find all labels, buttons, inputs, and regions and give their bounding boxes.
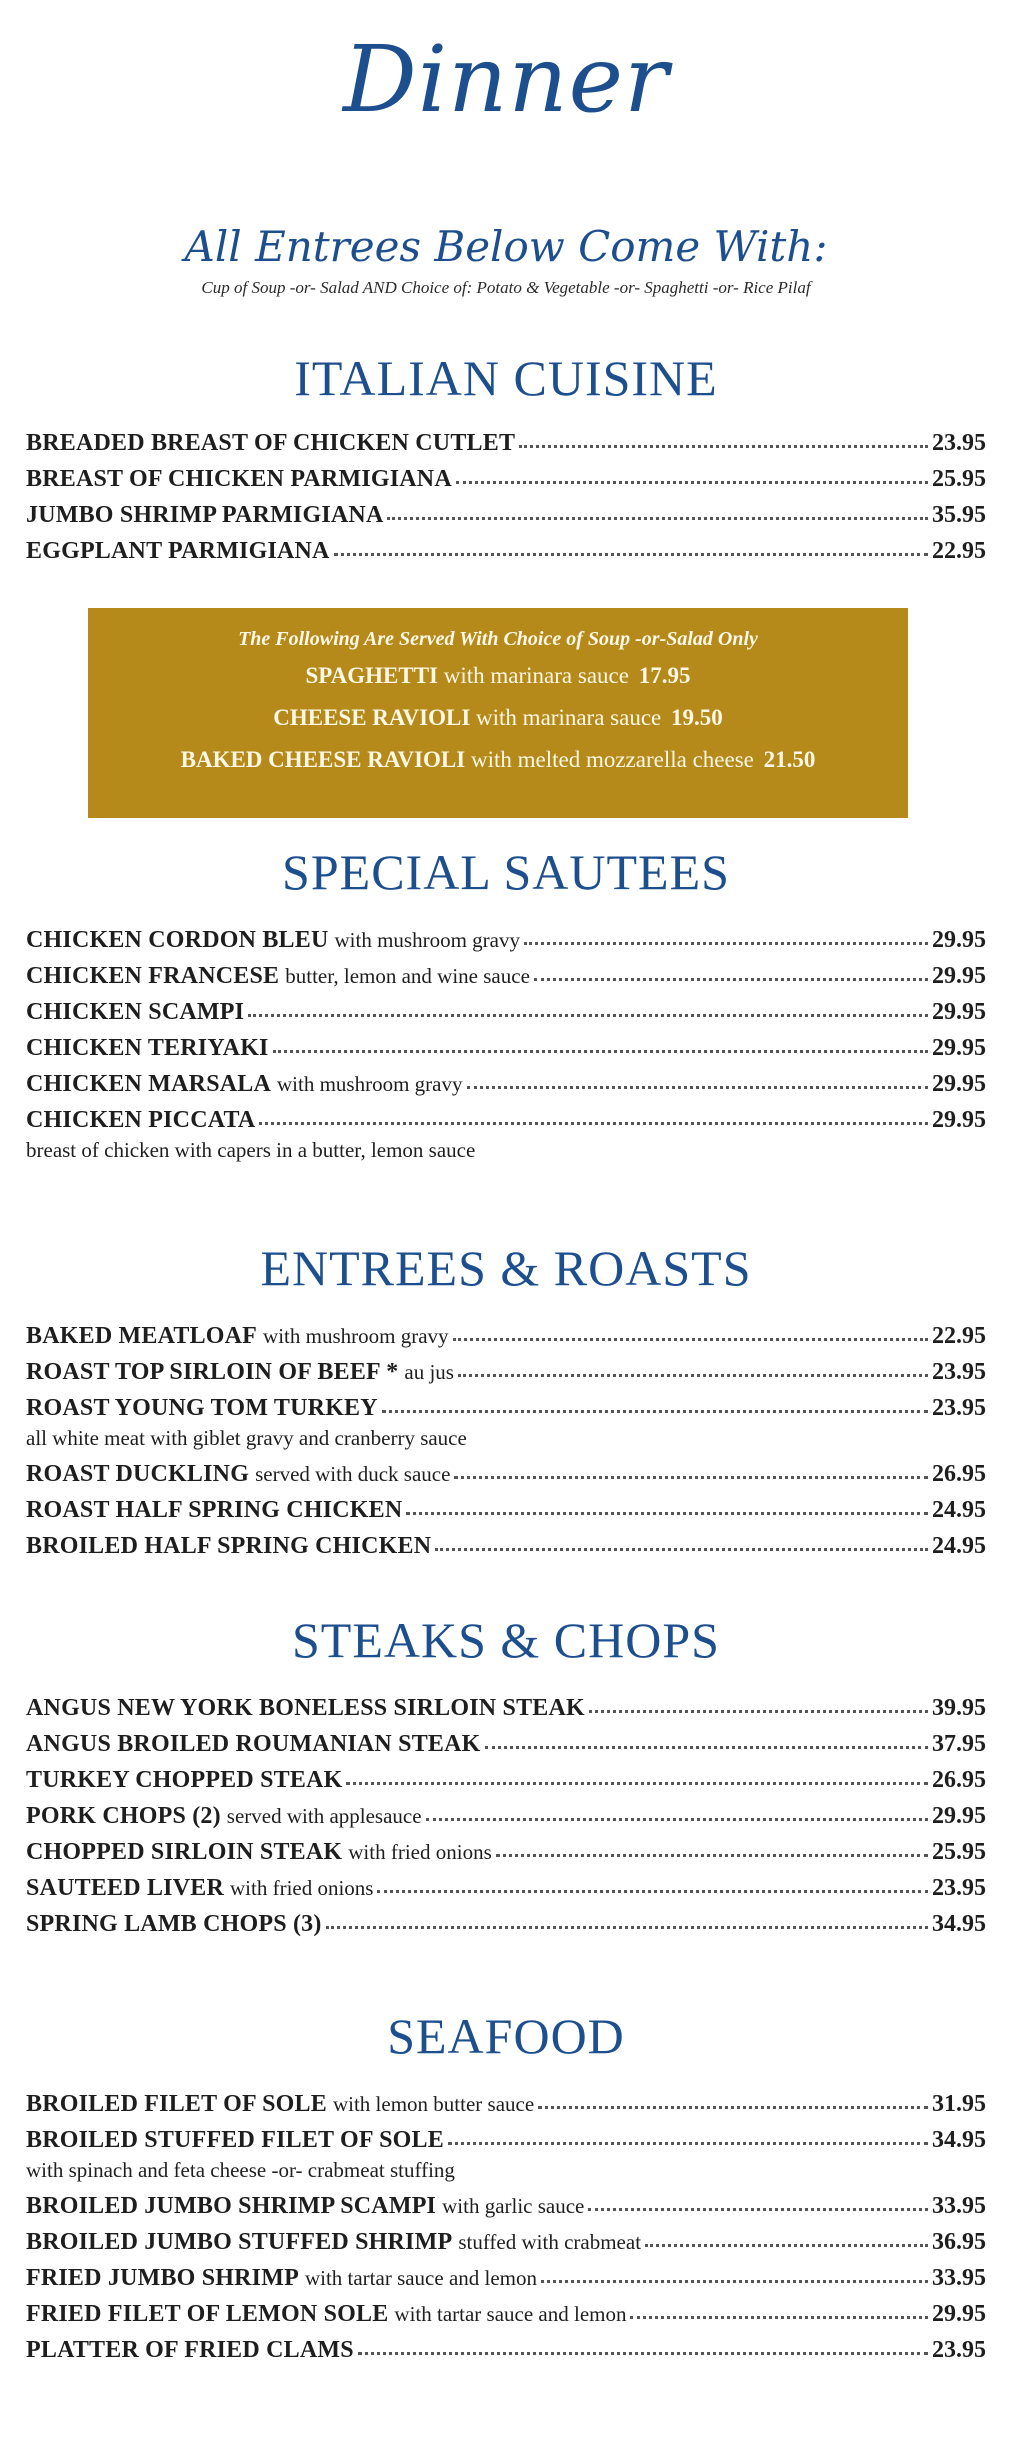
menu-item: [26, 1870, 986, 1906]
dot-leader: [456, 475, 928, 484]
dot-leader: [534, 972, 928, 981]
dot-leader: [538, 2100, 928, 2109]
menu-item-price: 25.95: [932, 1839, 986, 1865]
menu-item-name: JUMBO SHRIMP PARMIGIANA: [26, 502, 384, 528]
page-title: Dinner: [342, 26, 670, 133]
menu-item-price: 29.95: [932, 1035, 986, 1061]
menu-item: [26, 2188, 986, 2224]
soup-salad-item: [88, 697, 908, 739]
section-heading-roasts: ENTREES & ROASTS: [260, 1240, 752, 1296]
menu-item-description: stuffed with crabmeat: [458, 2230, 642, 2254]
menu-item-name: BAKED MEATLOAF: [26, 1323, 258, 1349]
menu-item: [26, 1066, 986, 1102]
menu-item-price: 33.95: [932, 2265, 986, 2291]
menu-item-name: BREADED BREAST OF CHICKEN CUTLET: [26, 430, 516, 456]
menu-item: [26, 2332, 986, 2368]
menu-item-subdescription: with spinach and feta cheese -or- crabmeat stuffing: [26, 2158, 455, 2182]
menu-item-price: 22.95: [932, 1323, 986, 1349]
menu-item-name: ROAST DUCKLING: [26, 1461, 250, 1487]
menu-item-name: BROILED FILET OF SOLE: [26, 2091, 327, 2117]
entrees-subtitle: All Entrees Below Come With:: [184, 222, 828, 271]
dot-leader: [346, 1776, 928, 1785]
menu-item-description: with fried onions: [230, 1876, 374, 1900]
menu-item: [26, 2260, 986, 2296]
section-heading-seafood: SEAFOOD: [387, 2008, 625, 2064]
menu-item-price: 23.95: [932, 1875, 986, 1901]
menu-item: [26, 2086, 986, 2122]
menu-item-name: ROAST TOP SIRLOIN OF BEEF *: [26, 1359, 399, 1385]
menu-item-name: PORK CHOPS (2): [26, 1803, 221, 1829]
menu-item-price: 29.95: [932, 1071, 986, 1097]
menu-item-price: 26.95: [932, 1767, 986, 1793]
dot-leader: [589, 1704, 928, 1713]
menu-item: [26, 1390, 986, 1426]
dot-leader: [453, 1332, 928, 1341]
dot-leader: [448, 2136, 928, 2145]
menu-item: [26, 1528, 986, 1564]
soup-salad-list: [88, 655, 908, 781]
italian-list: [26, 425, 986, 569]
dot-leader: [435, 1542, 928, 1551]
menu-item-name: TURKEY CHOPPED STEAK: [26, 1767, 343, 1793]
menu-item: [26, 1456, 986, 1492]
dot-leader: [485, 1740, 928, 1749]
dot-leader: [248, 1008, 928, 1017]
menu-item-price: 36.95: [932, 2229, 986, 2255]
menu-item-price: 25.95: [932, 466, 986, 492]
menu-item-name: CHICKEN CORDON BLEU: [26, 927, 329, 953]
section-heading-steaks: STEAKS & CHOPS: [292, 1612, 720, 1668]
menu-item: [26, 1318, 986, 1354]
menu-item-price: 31.95: [932, 2091, 986, 2117]
dot-leader: [387, 511, 928, 520]
menu-item-price: 33.95: [932, 2193, 986, 2219]
menu-item-price: 26.95: [932, 1461, 986, 1487]
menu-item-name: SPRING LAMB CHOPS (3): [26, 1911, 322, 1937]
menu-item: [26, 2224, 986, 2260]
menu-item: [26, 1354, 986, 1390]
dot-leader: [426, 1812, 928, 1821]
menu-item-price: 37.95: [932, 1731, 986, 1757]
soup-salad-item-price: 17.95: [638, 663, 691, 688]
menu-item-description: with lemon butter sauce: [332, 2092, 535, 2116]
menu-item-price: 29.95: [932, 927, 986, 953]
menu-item: [26, 2122, 986, 2158]
soup-salad-item-price: 21.50: [763, 747, 816, 772]
menu-item: [26, 1030, 986, 1066]
dot-leader: [377, 1884, 928, 1893]
entrees-note: Cup of Soup -or- Salad AND Choice of: Potato & Vegetable -or- Spaghetti -or- Rice Pilaf: [201, 278, 811, 297]
seafood-list: [26, 2086, 986, 2368]
menu-item-description: with tartar sauce and lemon: [394, 2302, 627, 2326]
menu-item-price: 34.95: [932, 1911, 986, 1937]
soup-salad-item-desc: with marinara sauce: [443, 663, 629, 688]
menu-item-name: BROILED STUFFED FILET OF SOLE: [26, 2127, 444, 2153]
soup-salad-item-desc: with melted mozzarella cheese: [470, 747, 754, 772]
menu-item-description: with mushroom gravy: [277, 1072, 463, 1096]
menu-item-price: 22.95: [932, 538, 986, 564]
menu-item-description: served with duck sauce: [255, 1462, 451, 1486]
soup-salad-item-price: 19.50: [671, 705, 723, 730]
dot-leader: [496, 1848, 928, 1857]
menu-item: [26, 461, 986, 497]
menu-item-description: au jus: [404, 1360, 454, 1384]
menu-item: [26, 1102, 986, 1138]
sautees-list: [26, 922, 986, 1168]
roasts-list: [26, 1318, 986, 1564]
steaks-list: [26, 1690, 986, 1942]
menu-item-subdescription: breast of chicken with capers in a butter, lemon sauce: [26, 1138, 476, 1162]
soup-salad-item-desc: with marinara sauce: [476, 705, 662, 730]
menu-item-price: 24.95: [932, 1497, 986, 1523]
dot-leader: [630, 2310, 928, 2319]
dot-leader: [467, 1080, 929, 1089]
menu-item-name: CHICKEN SCAMPI: [26, 999, 245, 1025]
menu-item-price: 34.95: [932, 2127, 986, 2153]
menu-item-description: with fried onions: [348, 1840, 492, 1864]
menu-item-price: 39.95: [932, 1695, 986, 1721]
menu-item-price: 23.95: [932, 430, 986, 456]
dot-leader: [458, 1368, 928, 1377]
menu-item: [26, 1726, 986, 1762]
menu-item: [26, 1762, 986, 1798]
menu-item: [26, 497, 986, 533]
menu-item-name: BROILED JUMBO SHRIMP SCAMPI: [26, 2193, 437, 2219]
dot-leader: [273, 1044, 928, 1053]
menu-item: [26, 2296, 986, 2332]
dot-leader: [588, 2202, 928, 2211]
menu-item-subdescription: all white meat with giblet gravy and cranberry sauce: [26, 1426, 467, 1450]
menu-item-name: BROILED JUMBO STUFFED SHRIMP: [26, 2229, 453, 2255]
menu-item: [26, 1906, 986, 1942]
menu-item: [26, 1798, 986, 1834]
menu-item-price: 29.95: [932, 2301, 986, 2327]
menu-item-price: 23.95: [932, 1359, 986, 1385]
soup-salad-item-name: CHEESE RAVIOLI: [273, 705, 471, 730]
soup-salad-item-name: BAKED CHEESE RAVIOLI: [180, 747, 466, 772]
menu-item-price: 23.95: [932, 2337, 986, 2363]
soup-salad-box: [88, 608, 908, 818]
soup-salad-heading: The Following Are Served With Choice of Soup -or-Salad Only: [238, 628, 758, 650]
menu-item: [26, 922, 986, 958]
menu-item-name: PLATTER OF FRIED CLAMS: [26, 2337, 354, 2363]
dot-leader: [326, 1920, 928, 1929]
menu-item: [26, 958, 986, 994]
menu-item-price: 29.95: [932, 1803, 986, 1829]
soup-salad-item: [88, 655, 908, 697]
menu-item-name: SAUTEED LIVER: [26, 1875, 224, 1901]
menu-item: [26, 533, 986, 569]
menu-item-name: CHICKEN TERIYAKI: [26, 1035, 269, 1061]
menu-item-name: ANGUS BROILED ROUMANIAN STEAK: [26, 1731, 481, 1757]
menu-item: [26, 1834, 986, 1870]
section-heading-italian: ITALIAN CUISINE: [294, 350, 718, 406]
menu-item: [26, 1492, 986, 1528]
dot-leader: [645, 2238, 928, 2247]
menu-item-description: served with applesauce: [226, 1804, 422, 1828]
menu-item-name: BROILED HALF SPRING CHICKEN: [26, 1533, 432, 1559]
dot-leader: [524, 936, 928, 945]
menu-item-price: 29.95: [932, 1107, 986, 1133]
menu-item-description: butter, lemon and wine sauce: [285, 964, 530, 988]
menu-item-price: 23.95: [932, 1395, 986, 1421]
menu-item-name: CHICKEN MARSALA: [26, 1071, 272, 1097]
menu-item-price: 24.95: [932, 1533, 986, 1559]
menu-item-name: CHICKEN PICCATA: [26, 1107, 256, 1133]
menu-item: [26, 1690, 986, 1726]
menu-item-name: CHICKEN FRANCESE: [26, 963, 280, 989]
menu-item-name: ANGUS NEW YORK BONELESS SIRLOIN STEAK: [26, 1695, 585, 1721]
menu-item-name: ROAST HALF SPRING CHICKEN: [26, 1497, 403, 1523]
menu-item-price: 29.95: [932, 963, 986, 989]
dot-leader: [358, 2346, 928, 2355]
menu-item-price: 29.95: [932, 999, 986, 1025]
menu-item-description: with garlic sauce: [442, 2194, 585, 2218]
menu-item-description: with tartar sauce and lemon: [304, 2266, 538, 2290]
dot-leader: [406, 1506, 928, 1515]
menu-item-name: ROAST YOUNG TOM TURKEY: [26, 1395, 378, 1421]
menu-item-name: FRIED FILET OF LEMON SOLE: [26, 2301, 389, 2327]
menu-item-price: 35.95: [932, 502, 986, 528]
soup-salad-item: [88, 739, 908, 781]
menu-item: [26, 425, 986, 461]
menu-item-description: with mushroom gravy: [334, 928, 520, 952]
dot-leader: [382, 1404, 928, 1413]
section-heading-sautees: SPECIAL SAUTEES: [282, 844, 730, 900]
menu-item-name: EGGPLANT PARMIGIANA: [26, 538, 330, 564]
dot-leader: [454, 1470, 928, 1479]
dot-leader: [541, 2274, 928, 2283]
menu-item-description: with mushroom gravy: [263, 1324, 449, 1348]
dot-leader: [259, 1116, 928, 1125]
menu-item: [26, 994, 986, 1030]
dot-leader: [519, 439, 928, 448]
dot-leader: [334, 547, 928, 556]
menu-item-name: BREAST OF CHICKEN PARMIGIANA: [26, 466, 452, 492]
soup-salad-item-name: SPAGHETTI: [305, 663, 439, 688]
menu-item-name: CHOPPED SIRLOIN STEAK: [26, 1839, 343, 1865]
menu-item-name: FRIED JUMBO SHRIMP: [26, 2265, 299, 2291]
